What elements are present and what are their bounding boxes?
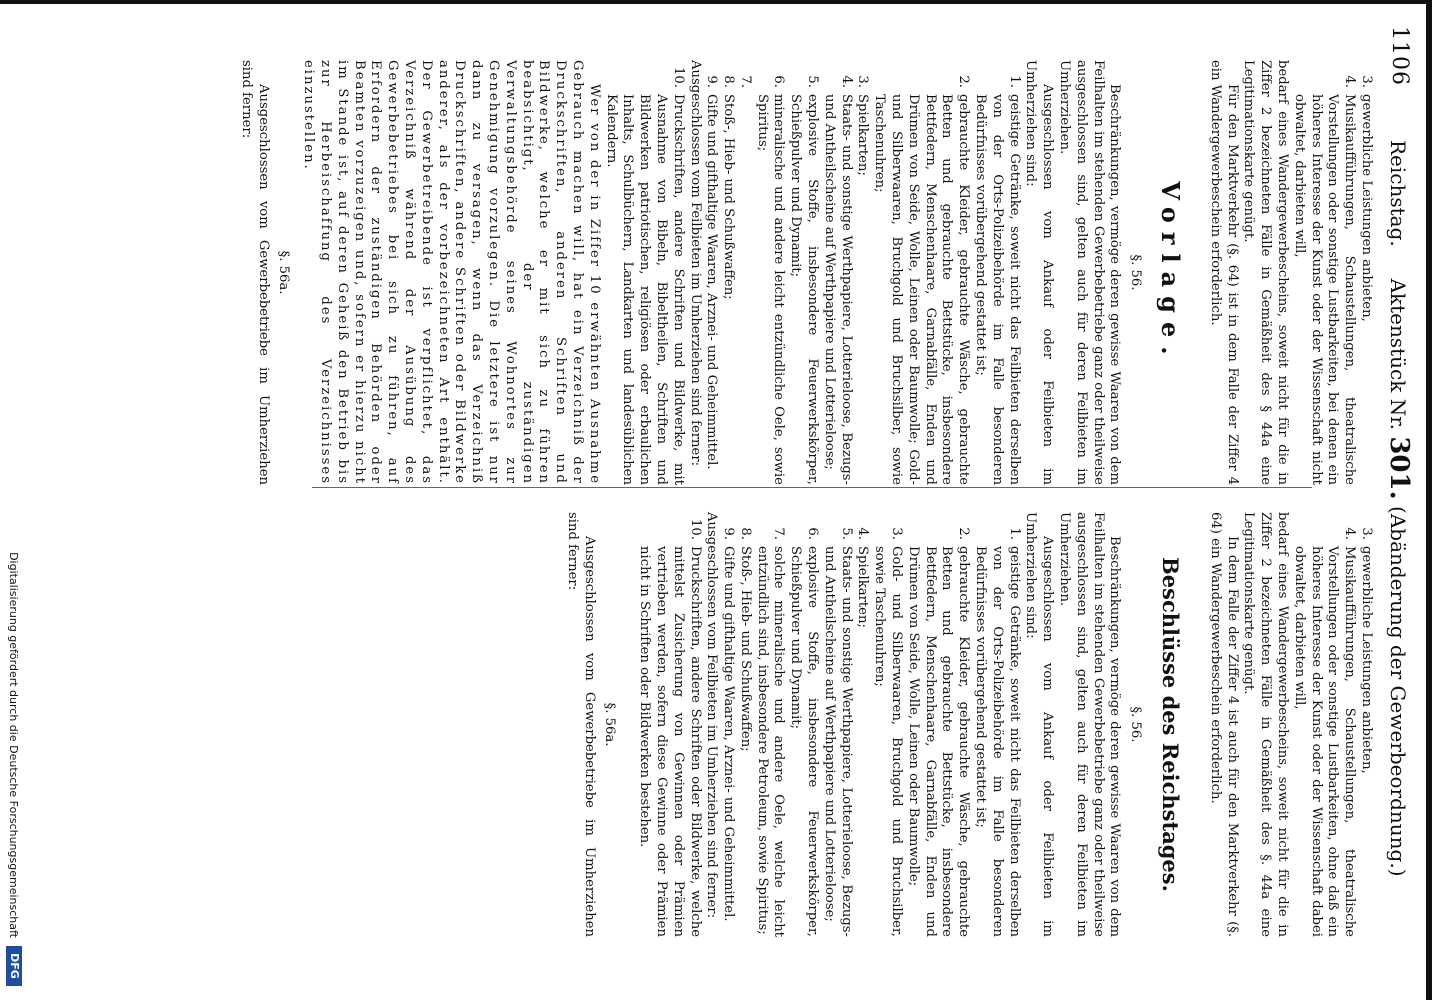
list-item-number: 4. [1342,75,1358,88]
list-item-number: 10. [687,519,703,540]
list-item-text: Musikaufführungen, Schaustellungen, theatralische Vorstellungen oder sonstige Lustbarkeiten, bei denen ein höheres Interesse der Kunst oder der Wissenschaft nicht obwaltet, darbieten will, [1291,94,1358,485]
list-item-number: 3. [855,75,871,88]
list-item-number: 6. [771,75,787,88]
vorlage-list-b [703,60,1022,485]
list-item-text: Stoß-, Hieb- und Schußwaffen; [737,546,753,752]
beschluesse-heading: Beschlüsse des Reichstages. [1158,557,1184,892]
list-item-text: explosive Stoffe, insbesondere Feuerwerkskörper, Schießpulver und Dynamit; [788,546,821,937]
list-item [1357,512,1374,937]
list-item-text: Gifte und gifthaltige Waaren, Arznei- und Geheimmittel. [704,94,720,470]
list-item [854,512,871,937]
list-item-text: gebrauchte Kleider, gebrauchte Wäsche, gebrauchte Betten und gebrauchte Bettstücke, insbesondere Bettfedern, Menschenhaare, Garnabfälle, Enden und Drümen von Seide, Wolle, Leinen oder Baumwolle; Gold- und Silberwaaren, Bruchgold und Bruchsilber, sowie Taschenuhren; [872,94,972,485]
list-item-text [736,94,753,485]
list-item-number: 8. [721,75,737,88]
vorlage-paragraph: Für den Marktverkehr (§. 64) ist in dem Falle der Ziffer 4 ein Wandergewerbeschein erforderlich. [1207,60,1240,485]
list-item-text: Musikaufführungen, Schaustellungen, theatralische Vorstellungen oder sonstige Lustbarkeiten, ohne daß ein höheres Interesse der Kunst oder der Wissenschaft dabei obwaltet, darbieten will, [1291,546,1358,937]
list-item-text: Gold- und Silberwaaren, Bruchgold und Bruchsilber, sowie Taschenuhren; [872,546,905,937]
beschluesse-column [563,512,1374,937]
list-item-number: 8. [737,527,753,540]
list-item-number: 1. [1006,527,1022,540]
list-item-number: 7. [737,75,753,88]
list-item [870,60,971,485]
list-item-text: Druckschriften, andere Schriften und Bildwerke, mit Ausnahme von Bibeln, Bibeltheilen, Schriften und Bildwerken patriotischen, religiösen oder erbaulichen Inhalts, Schulbüchern, Landkarten und landesüblichen Kalendern. [603,94,686,485]
vorlage-paragraph: bedarf eines Wandergewerbescheins, soweit nicht für die in Ziffer 2 bezeichneten Fälle in Gemäßheit des § 44a eine Legitimationskarte genügt. [1241,60,1291,485]
list-item-number: 4. [838,75,854,88]
list-item [703,60,720,485]
list-item-text: Spielkarten; [855,94,871,176]
beschluesse-paragraph: In dem Falle der Ziffer 4 ist auch für den Marktverkehr (§. 64) ein Wandergewerbeschein erforderlich. [1207,512,1240,937]
list-item-text: explosive Stoffe, insbesondere Feuerwerkskörper, Schießpulver und Dynamit; [788,94,821,485]
header-subtitle: (Abänderung der Gewerbeordnung.) [1386,506,1410,877]
list-item-number: 1. [1006,75,1022,88]
list-item-number: 3. [1359,527,1374,540]
list-item [820,512,854,937]
list-item [1290,60,1357,485]
vorlage-paragraph: Ausgeschlossen vom Ankauf oder Feilbieten im Umherziehen sind: [1023,60,1056,485]
list-item-text: solche mineralische und andere Oele, welche leicht entzündlich sind, insbesondere Petroleum, sowie Spiritus; [754,546,787,937]
digitization-footer [2,0,24,1000]
list-item [602,60,686,485]
list-item [870,512,904,937]
list-item [753,512,787,937]
beschluesse-paragraph: Ausgeschlossen vom Feilbieten im Umherziehen sind ferner: [704,512,720,919]
vorlage-paragraph: Beschränkungen, vermöge deren gewisse Waaren von dem Feilhalten im stehenden Gewerbebetriebe ganz oder theilweise ausgeschlossen sind, gelten auch für deren Feilbieten im Umherziehen. [1057,60,1123,485]
beschluesse-paragraph: Ausgeschlossen vom Ankauf oder Feilbieten im Umherziehen sind: [1023,512,1056,937]
list-item [854,60,871,485]
list-item-number: 7. [771,527,787,540]
page-header [1380,0,1424,1000]
list-item-text: mineralische und andere leicht entzündliche Oele, sowie Spiritus; [754,94,787,485]
list-item-text: gewerbliche Leistungen anbieten, [1359,546,1374,774]
list-item-number: 5. [805,75,821,88]
scan-edge-top [1426,0,1432,1000]
section-heading: §. 56a. [602,702,618,747]
list-item [971,60,1021,485]
list-item-text: geistige Getränke, soweit nicht das Feilbieten derselben von der Orts-Polizeibehörde im Falle besonderen Bedürfnisses vorübergehend gestattet ist; [973,546,1022,937]
list-item [736,60,753,485]
section-heading: §. 56. [1128,706,1144,743]
header-doc-label: Aktenstück Nr. [1386,278,1410,430]
vorlage-list-a [1290,60,1374,485]
list-item-text: geistige Getränke, soweit nicht das Feilbieten derselben von der Orts-Polizeibehörde im Falle besonderen Bedürfnisses vorübergehend gestattet ist; [973,94,1022,485]
list-item-text: Stoß-, Hieb- und Schußwaffen; [721,94,737,300]
list-item-number: 5. [838,527,854,540]
beschluesse-paragraph: bedarf eines Wandergewerbescheins, soweit nicht für die in Ziffer 2 bezeichneten Fälle in Gemäßheit des §. 44a eine Legitimationskarte genügt. [1241,512,1291,937]
list-item [1290,512,1357,937]
section-heading: §. 56a. [276,250,292,295]
header-doc-number: 301. [1384,436,1414,500]
list-item-text: Spielkarten; [855,546,871,628]
vorlage-list-c [602,60,686,485]
vorlage-paragraph: Wer von der in Ziffer 10 erwähnten Ausnahme Gebrauch machen will, hat ein Verzeichniß der Druckschriften, anderen Schriften und Bildwerke, welche er mit sich zu führen beabsichtigt, der zuständigen Verwaltungsbehörde seines Wohnortes zur Genehmigung vorzulegen. Die letztere ist nur dann zu versagen, wenn das Verzeichniß Druckschriften, andere Schriften oder Bildwerke anderer, als der vorbezeichneten Art enthält. Der Gewerbetreibende ist verpflichtet, das Verzeichniß während der Ausübung des Gewerbebetriebes bei sich zu führen, auf Erfordern der zuständigen Behörden oder Beamten vorzuzeigen und, sofern er hierzu nicht im Stande ist, auf deren Geheiß den Betrieb bis zur Herbeischaffung des Verzeichnisses einzustellen. [301,60,602,485]
list-item [719,512,736,937]
list-item-text: Druckschriften, andere Schriften oder Bildwerke, welche mittelst Zusicherung von Gewinnen oder Prämien vertrieben werden, sofern diese Gewinne oder Prämien nicht in Schriften oder Bildwerken bestehen. [637,546,703,937]
list-item-number: 2. [956,527,972,540]
list-item [787,60,821,485]
list-item-number: 4. [855,527,871,540]
page-number: 1106 [1387,26,1412,86]
list-item-text: gewerbliche Leistungen anbieten, [1359,94,1374,322]
list-item-text: Staats- und sonstige Werthpapiere, Lotterieloose, Bezugs- und Antheilscheine auf Werthpapiere und Lotterieloose; [821,94,854,485]
beschluesse-list-c [635,512,702,937]
digitization-credit: Digitalisierung gefördert durch die Deutsche Forschungsgemeinschaft [7,552,20,938]
list-item [1357,60,1374,485]
list-item-number: 9. [721,527,737,540]
list-item-number: 3. [1359,75,1374,88]
list-item-text: Staats- und sonstige Werthpapiere, Lotterieloose, Bezugs- und Antheilscheine auf Werthpapiere und Lotterieloose; [821,546,854,937]
list-item-number: 9. [704,75,720,88]
list-item [787,512,821,937]
vorlage-paragraph: Ausgeschlossen vom Feilbieten im Umherziehen sind ferner: [687,60,703,467]
list-item-number: 2. [956,75,972,88]
column-divider [312,487,1312,488]
list-item [635,512,702,937]
dfg-logo: DFG [6,946,22,986]
list-item-text: Gifte und gifthaltige Waaren, Arznei- und Geheimmittel. [721,546,737,922]
vorlage-column [237,60,1374,485]
beschluesse-list-b [719,512,1021,937]
list-item [904,512,971,937]
scan-edge-left [0,0,1432,4]
vorlage-heading: Vorlage. [1156,181,1186,364]
running-title [1384,140,1414,877]
list-item-text: gebrauchte Kleider, gebrauchte Wäsche, gebrauchte Betten und gebrauchte Bettstücke, insbesondere Bettfedern, Menschenhaare, Garnabfälle, Enden und Drümen von Seide, Wolle, Leinen oder Baumwolle; [905,546,972,937]
list-item-number: 3. [889,527,905,540]
list-item-number: 10. [670,67,686,88]
beschluesse-paragraph: Beschränkungen, vermöge deren gewisse Waaren von dem Feilhalten im stehenden Gewerbebetriebe ganz oder theilweise ausgeschlossen sind, gelten auch für deren Feilbieten im Umherziehen. [1057,512,1123,937]
list-item-number: 6. [805,527,821,540]
list-item [736,512,753,937]
list-item [753,60,787,485]
list-item-number: 4. [1342,527,1358,540]
list-item [971,512,1021,937]
list-item [719,60,736,485]
list-item [820,60,854,485]
beschluesse-list-a [1290,512,1374,937]
section-heading: §. 56. [1128,254,1144,291]
beschluesse-paragraph: Ausgeschlossen vom Gewerbebetriebe im Umherziehen sind ferner: [564,512,597,937]
vorlage-paragraph: Ausgeschlossen vom Gewerbebetriebe im Umherziehen sind ferner: [238,60,271,485]
header-left-label: Reichstag. [1386,140,1410,247]
